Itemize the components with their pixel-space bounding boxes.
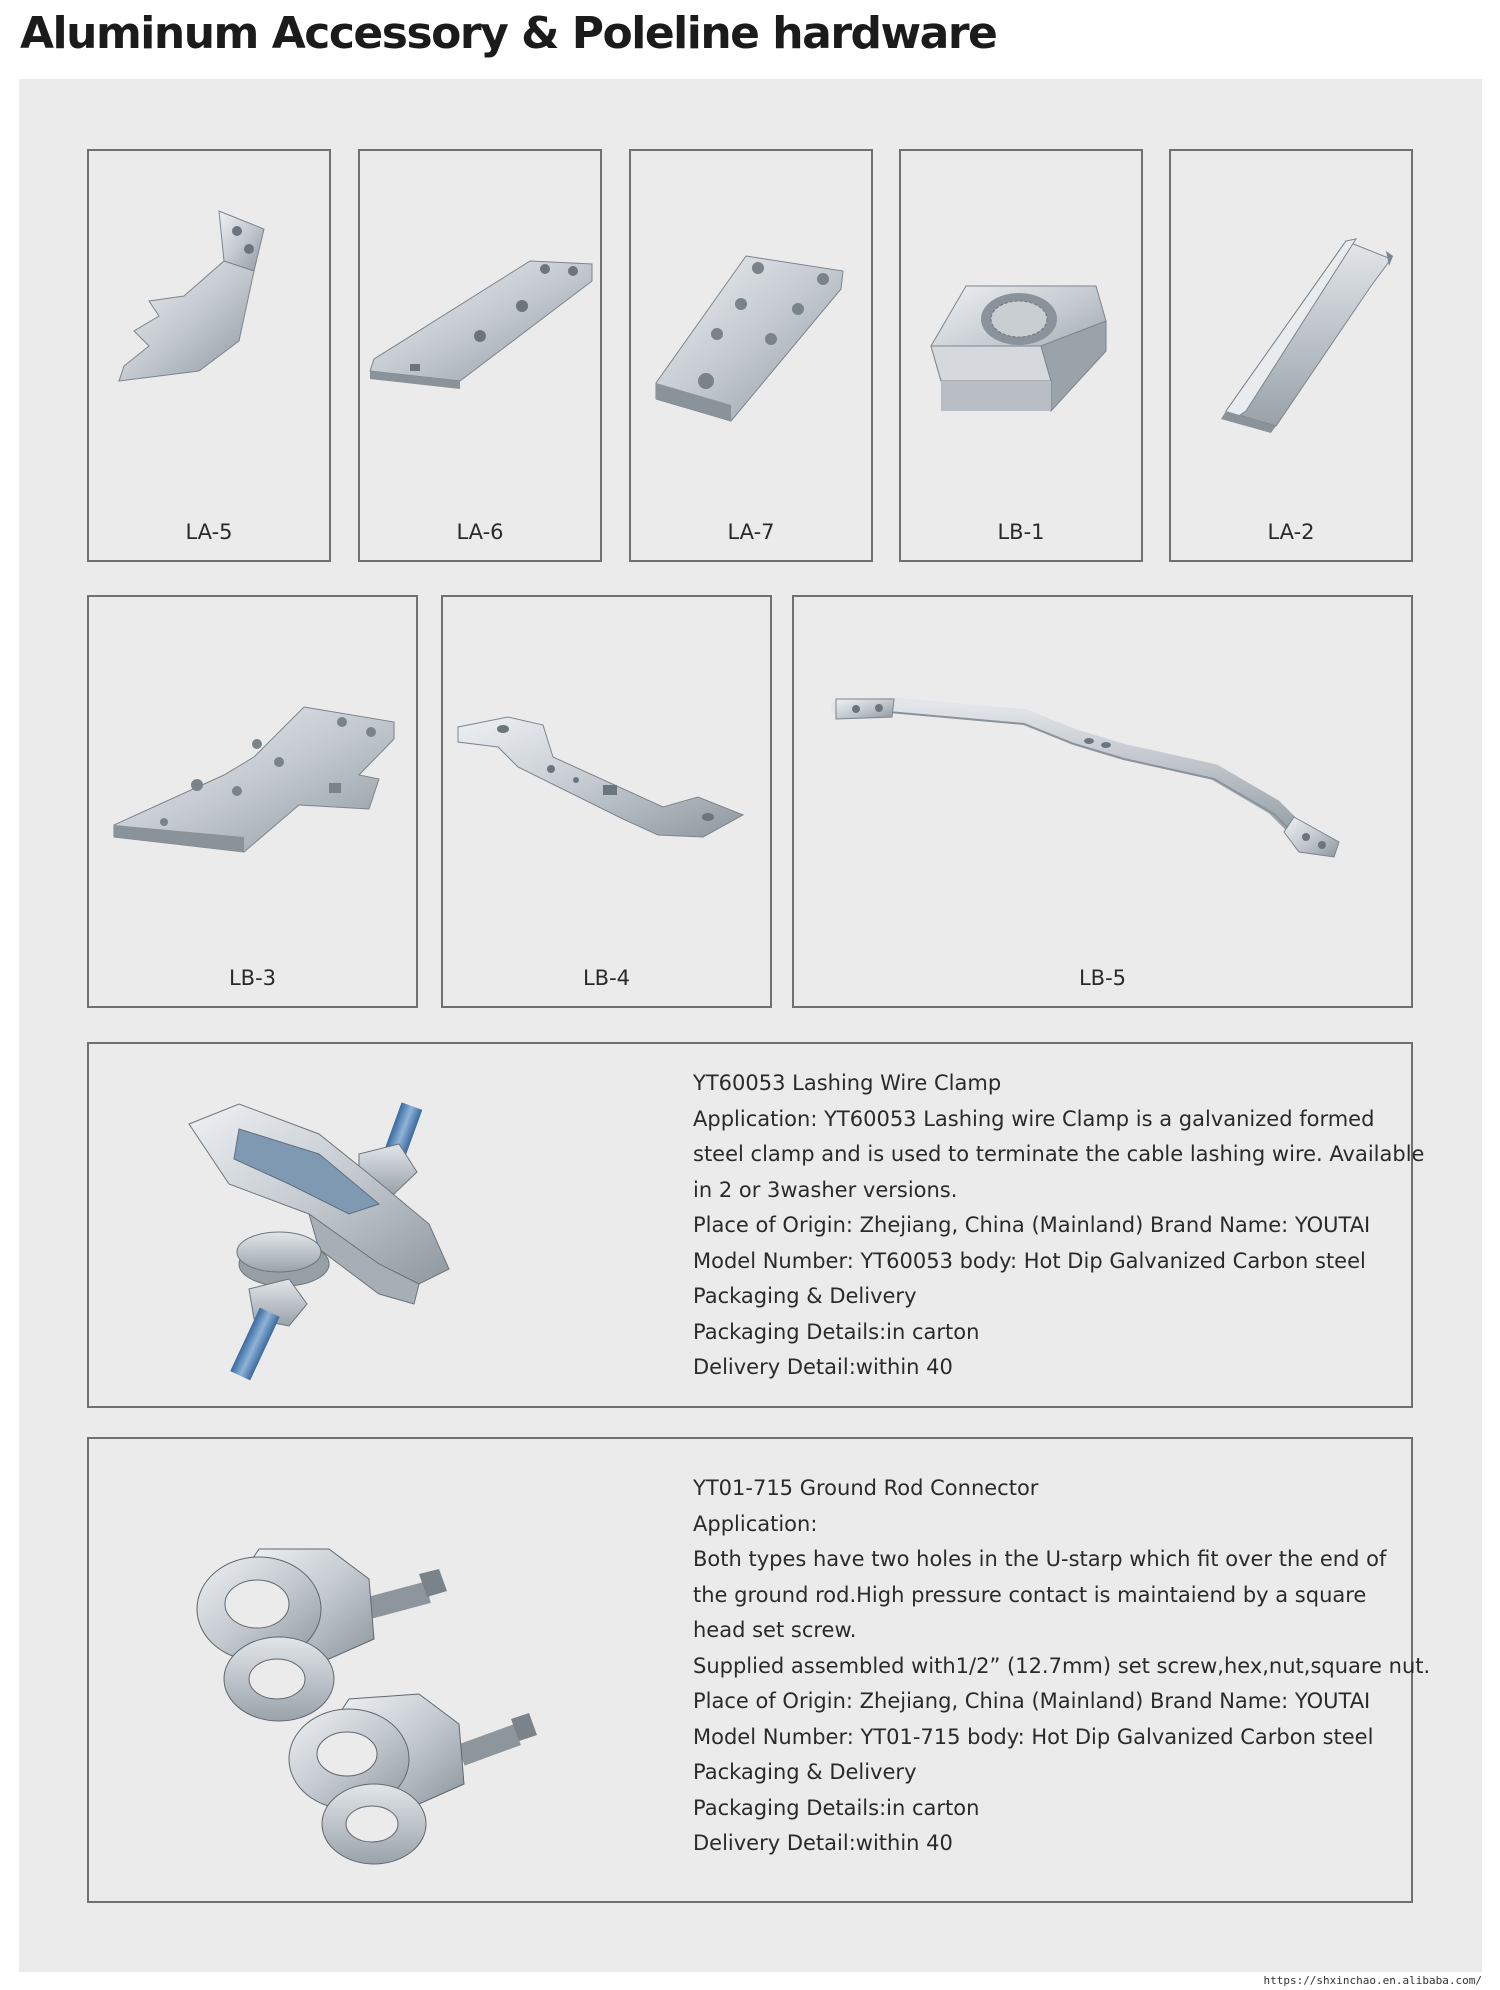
description-line: Application: xyxy=(693,1511,818,1536)
description-line: Packaging Details:in carton xyxy=(693,1319,980,1344)
description-line: Place of Origin: Zhejiang, China (Mainland) Brand Name: YOUTAI xyxy=(693,1689,1371,1713)
la-2-rail-image xyxy=(1171,171,1411,471)
lb-1-nut-image xyxy=(901,171,1141,471)
description-line: Delivery Detail:within 40 xyxy=(693,1831,953,1855)
product-card-lb-4 xyxy=(441,595,772,1008)
description-line: Supplied assembled with1/2” (12.7mm) set screw,hex,nut,square nut. xyxy=(693,1653,1431,1678)
la-6-plate-image xyxy=(360,171,600,471)
lb-3-plate-image xyxy=(89,637,415,937)
description-line: Both types have two holes in the U-starp which fit over the end of xyxy=(693,1547,1387,1571)
product-title: YT60053 Lashing Wire Clamp xyxy=(693,1071,1002,1095)
description-line: Place of Origin: Zhejiang, China (Mainland) Brand Name: YOUTAI xyxy=(693,1213,1371,1237)
product-label: LA-5 xyxy=(185,520,233,544)
product-card-la-2 xyxy=(1169,149,1413,562)
ground-rod-connector-image xyxy=(129,1469,569,1889)
product-label: LA-6 xyxy=(456,520,504,544)
description-line: Packaging Details:in carton xyxy=(693,1795,980,1820)
product-label: LB-4 xyxy=(582,966,631,990)
product-label: LA-2 xyxy=(1267,520,1315,544)
lb-4-bracket-image xyxy=(443,637,769,937)
description-line: the ground rod.High pressure contact is maintaiend by a square xyxy=(693,1582,1367,1607)
description-line: Delivery Detail:within 40 xyxy=(693,1355,953,1379)
la-5-bracket-image xyxy=(89,171,329,471)
description-line: Model Number: YT01-715 body: Hot Dip Galvanized Carbon steel xyxy=(693,1724,1374,1749)
description-line: Packaging & Delivery xyxy=(693,1760,917,1784)
ground-rod-connector-description xyxy=(693,1471,1430,1862)
page-title: Aluminum Accessory & Poleline hardware xyxy=(20,8,997,59)
description-line: steel clamp and is used to terminate the cable lashing wire. Available xyxy=(693,1142,1425,1166)
description-line: head set screw. xyxy=(693,1618,857,1642)
product-card-la-6 xyxy=(358,149,602,562)
lashing-wire-clamp-image xyxy=(179,1064,499,1394)
product-card-la-5 xyxy=(87,149,331,562)
product-card-lashing-wire-clamp xyxy=(87,1042,1425,1408)
product-card-la-7 xyxy=(629,149,873,562)
product-card-lb-3 xyxy=(87,595,418,1008)
product-title: YT01-715 Ground Rod Connector xyxy=(693,1476,1039,1500)
description-line: Model Number: YT60053 body: Hot Dip Galvanized Carbon steel xyxy=(693,1248,1366,1273)
lb-5-rod-image xyxy=(794,637,1410,937)
product-label: LA-7 xyxy=(727,520,775,544)
description-line: Application: YT60053 Lashing wire Clamp is a galvanized formed xyxy=(693,1106,1375,1131)
product-label: LB-5 xyxy=(1078,966,1127,990)
description-line: in 2 or 3washer versions. xyxy=(693,1177,958,1202)
lashing-wire-clamp-description xyxy=(693,1066,1424,1386)
la-7-plate-image xyxy=(631,171,871,471)
product-label: LB-1 xyxy=(997,520,1045,544)
product-label: LB-3 xyxy=(228,966,277,990)
product-card-lb-1 xyxy=(899,149,1143,562)
description-line: Packaging & Delivery xyxy=(693,1284,917,1308)
product-card-ground-rod-connector xyxy=(87,1437,1431,1903)
product-card-lb-5 xyxy=(792,595,1413,1008)
source-url: https://shxinchao.en.alibaba.com/ xyxy=(1263,1974,1482,1987)
